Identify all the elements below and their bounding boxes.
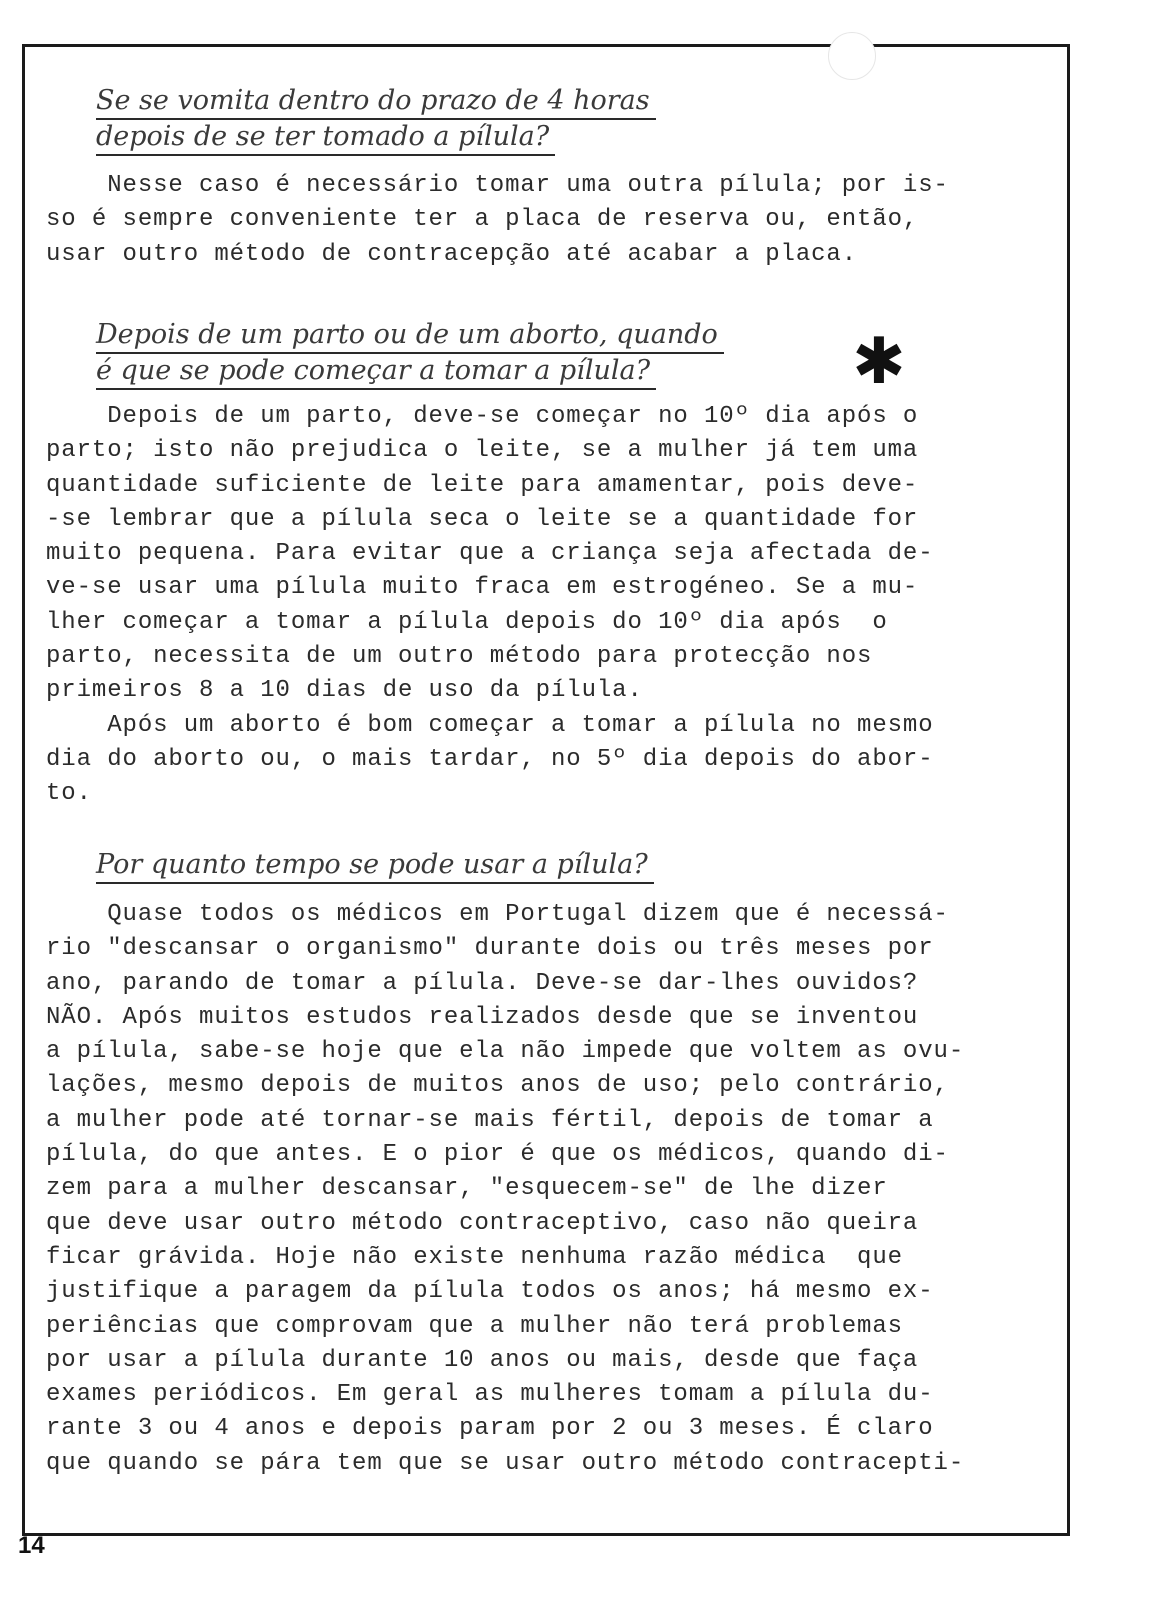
- text-line: Quase todos os médicos em Portugal dizem que é necessá-: [46, 901, 949, 928]
- heading-line: Se se vomita dentro do prazo de 4 horas: [96, 84, 656, 120]
- text-line: rio "descansar o organismo" durante dois ou três meses por: [46, 935, 934, 963]
- text-line: pílula, do que antes. E o pior é que os médicos, quando di-: [46, 1141, 949, 1169]
- section-heading-vomiting: [96, 84, 656, 156]
- paragraph-duration: [46, 898, 1038, 1481]
- text-line: rante 3 ou 4 anos e depois param por 2 ou 3 meses. É claro: [46, 1415, 934, 1443]
- text-line: parto, necessita de um outro método para protecção nos: [46, 643, 873, 671]
- text-line: dia do aborto ou, o mais tardar, no 5º dia depois do abor-: [46, 745, 934, 773]
- heading-line: Depois de um parto ou de um aborto, quando: [96, 318, 724, 354]
- text-line: a mulher pode até tornar-se mais fértil, depois de tomar a: [46, 1106, 934, 1134]
- text-line: zem para a mulher descansar, "esquecem-se" de lhe dizer: [46, 1175, 888, 1203]
- text-line: a pílula, sabe-se hoje que ela não impede que voltem as ovu-: [46, 1038, 965, 1066]
- text-line: que quando se pára tem que se usar outro método contracepti-: [46, 1449, 965, 1477]
- heading-line: é que se pode começar a tomar a pílula?: [96, 354, 656, 390]
- paragraph-vomiting: [46, 169, 1038, 272]
- text-line: Nesse caso é necessário tomar uma outra pílula; por is-: [46, 172, 949, 199]
- paragraph-after-birth: [46, 400, 1038, 812]
- text-line: periências que comprovam que a mulher não terá problemas: [46, 1312, 903, 1340]
- text-line: to.: [46, 780, 92, 808]
- text-line: primeiros 8 a 10 dias de uso da pílula.: [46, 677, 643, 705]
- text-line: Após um aborto é bom começar a tomar a pílula no mesmo: [46, 711, 934, 739]
- text-line: exames periódicos. Em geral as mulheres tomam a pílula du-: [46, 1381, 934, 1409]
- text-line: -se lembrar que a pílula seca o leite se a quantidade for: [46, 505, 919, 533]
- asterisk-marker-icon: ✱: [852, 325, 906, 399]
- text-line: lher começar a tomar a pílula depois do 10º dia após o: [46, 608, 888, 636]
- text-line: por usar a pílula durante 10 anos ou mais, desde que faça: [46, 1346, 919, 1374]
- section-heading-duration: [96, 848, 654, 884]
- text-line: ve-se usar uma pílula muito fraca em estrogéneo. Se a mu-: [46, 574, 919, 602]
- text-line: ficar grávida. Hoje não existe nenhuma razão médica que: [46, 1243, 903, 1271]
- heading-line: Por quanto tempo se pode usar a pílula?: [96, 848, 654, 884]
- text-line: lações, mesmo depois de muitos anos de uso; pelo contrário,: [46, 1072, 949, 1100]
- text-line: muito pequena. Para evitar que a criança seja afectada de-: [46, 540, 934, 568]
- text-line: que deve usar outro método contraceptivo, caso não queira: [46, 1209, 919, 1237]
- text-line: ano, parando de tomar a pílula. Deve-se dar-lhes ouvidos?: [46, 969, 919, 997]
- section-heading-after-birth: [96, 318, 724, 390]
- text-line: quantidade suficiente de leite para amamentar, pois deve-: [46, 471, 919, 499]
- text-line: parto; isto não prejudica o leite, se a mulher já tem uma: [46, 437, 919, 465]
- text-line: so é sempre conveniente ter a placa de reserva ou, então,: [46, 206, 919, 234]
- heading-line: depois de se ter tomado a pílula?: [96, 120, 555, 156]
- text-line: NÃO. Após muitos estudos realizados desde que se inventou: [46, 1003, 919, 1031]
- text-line: usar outro método de contracepção até acabar a placa.: [46, 240, 858, 268]
- punch-hole: [828, 32, 876, 80]
- text-line: justifique a paragem da pílula todos os anos; há mesmo ex-: [46, 1278, 934, 1306]
- text-line: Depois de um parto, deve-se começar no 10º dia após o: [46, 403, 919, 430]
- page-number: 14: [18, 1532, 45, 1559]
